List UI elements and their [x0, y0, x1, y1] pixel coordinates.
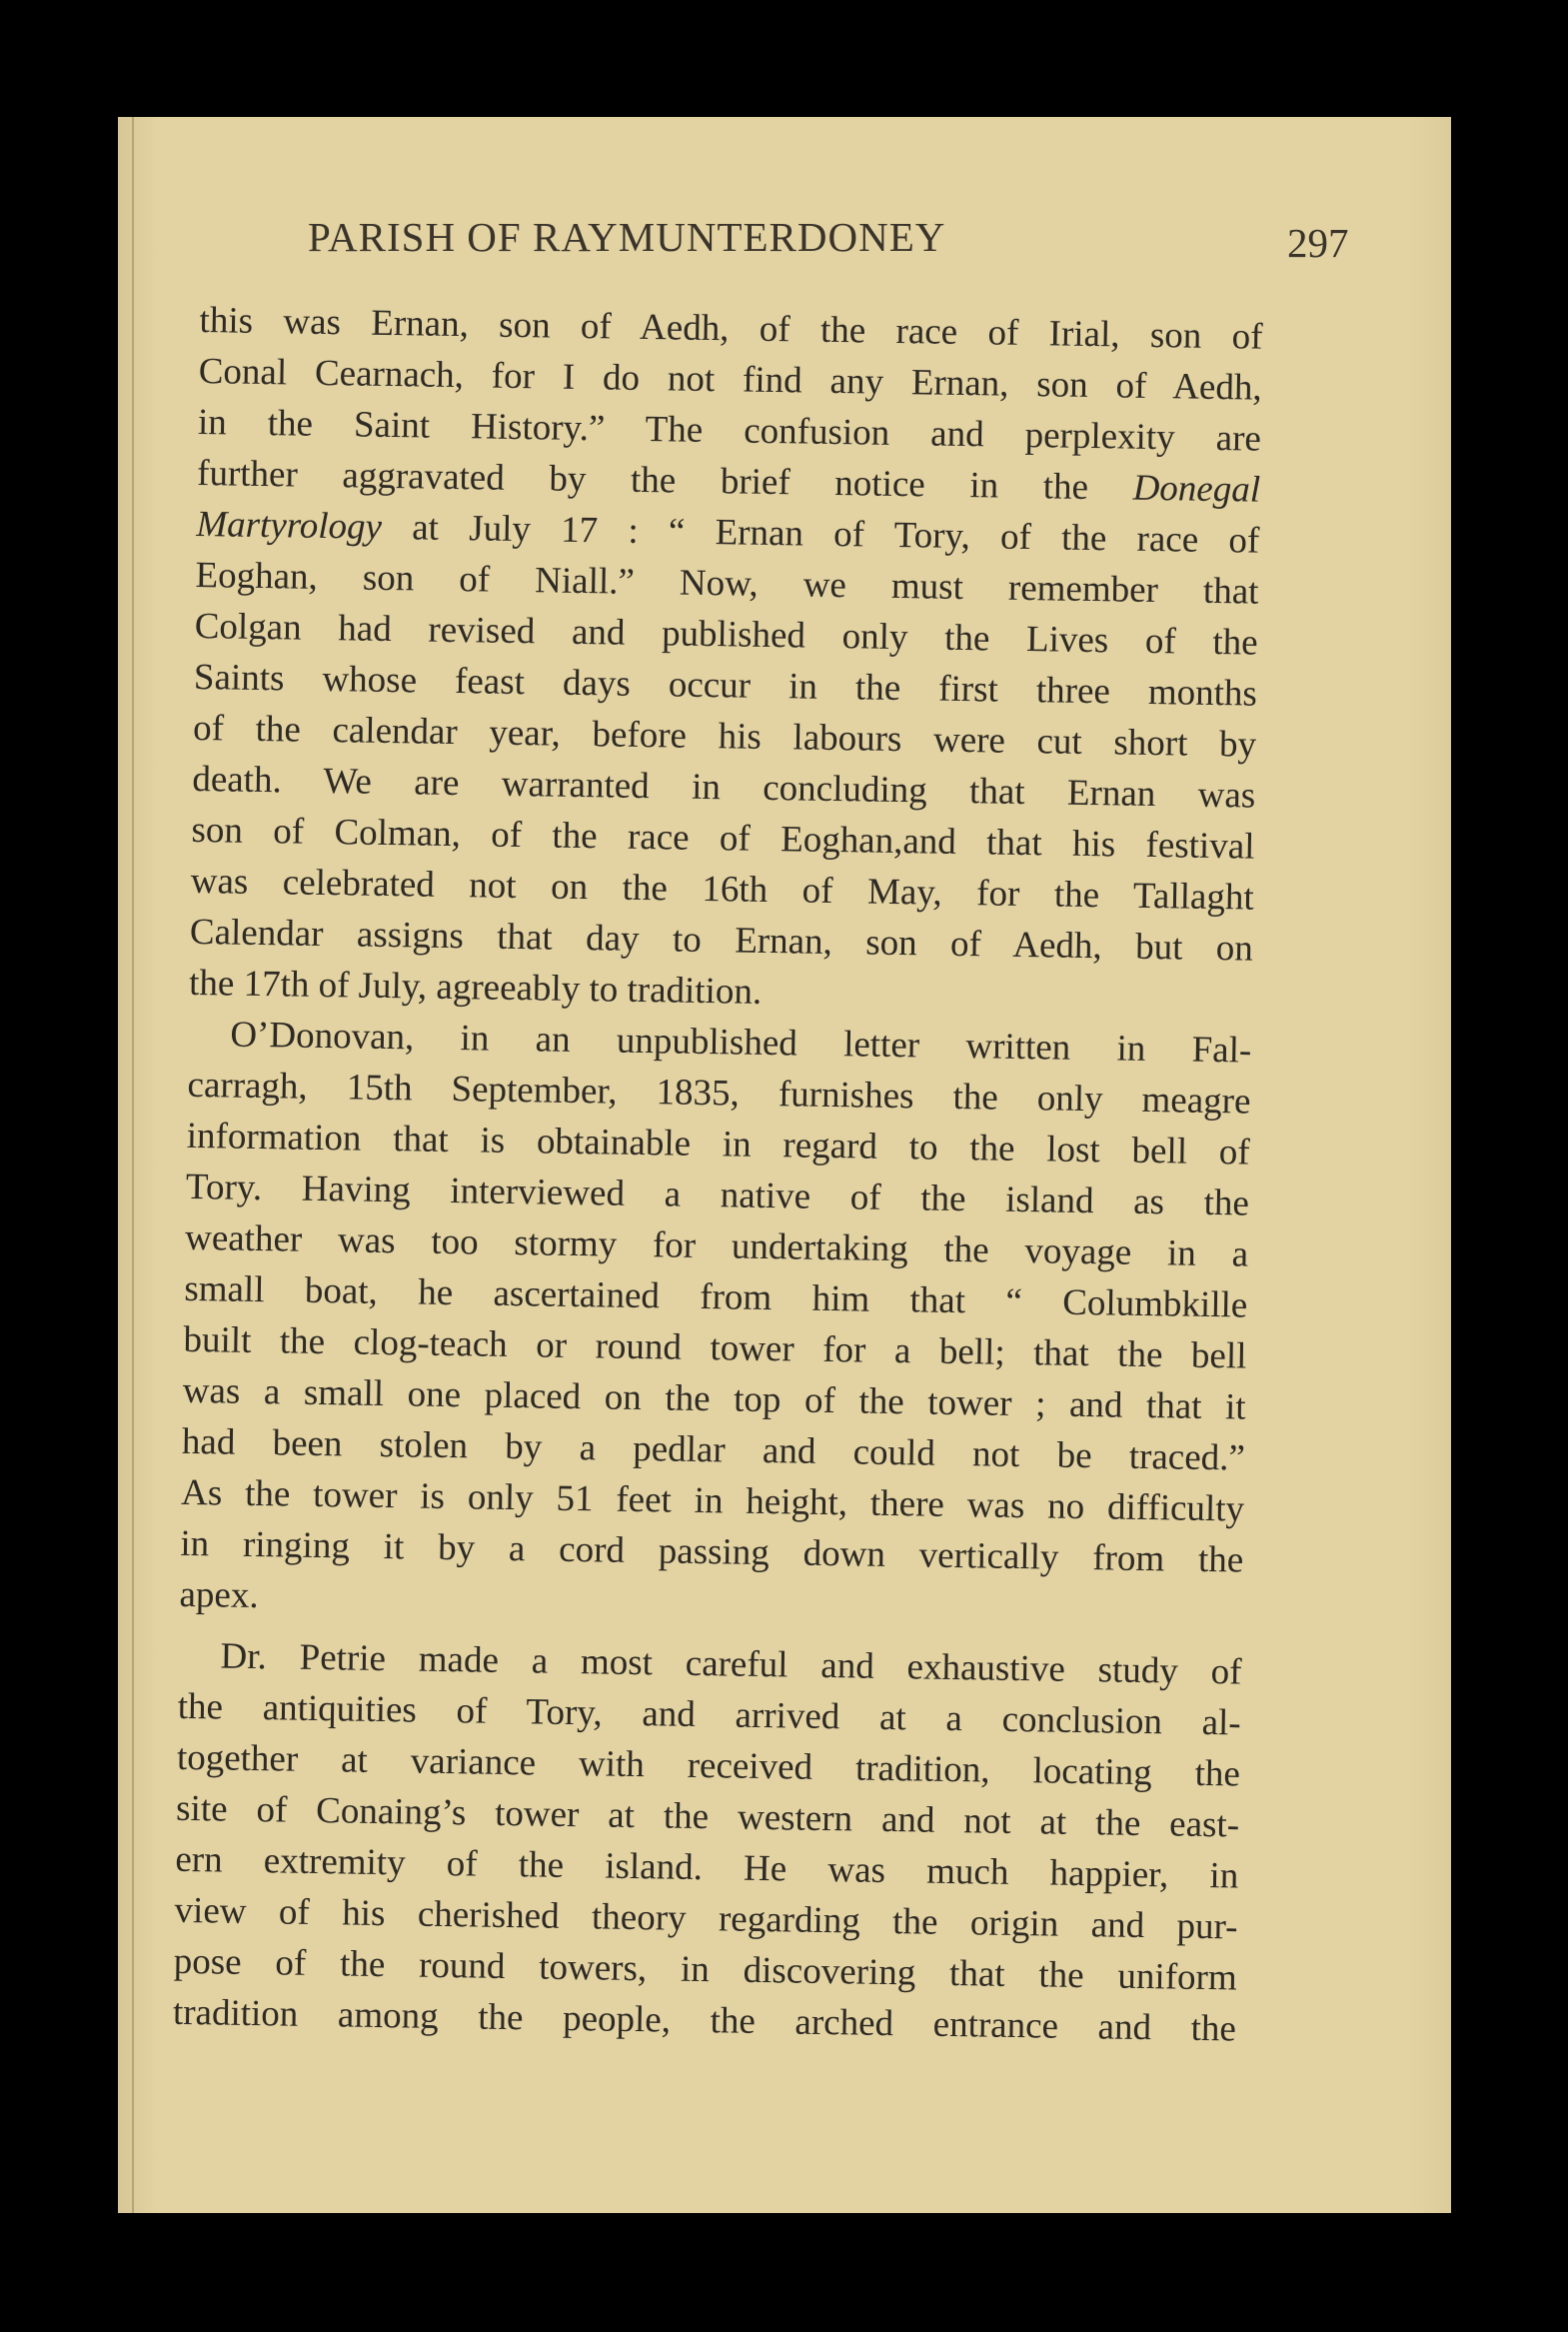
text-line: weather was too stormy for undertaking the voyage in a — [184, 1216, 1249, 1275]
page-number: 297 — [1287, 220, 1349, 266]
text-line: the 17th of July, agreeably to tradition. — [188, 962, 763, 1013]
text-line: together at variance with received tradition, locating the — [176, 1736, 1241, 1795]
italic-title: Martyrology — [196, 503, 383, 548]
text-line: further aggravated by the brief notice in the Donegal — [196, 452, 1261, 511]
text-line: information that is obtainable in regard to the lost bell of — [186, 1115, 1250, 1173]
text-line: this was Ernan, son of Aedh, of the race of Irial, son of — [199, 299, 1263, 358]
text-line: ern extremity of the island. He was much happier, in — [175, 1838, 1239, 1897]
text-line: was celebrated not on the 16th of May, for the Tallaght — [190, 860, 1254, 919]
paragraph-2 — [179, 1009, 1251, 1637]
text-line: Conal Cearnach, for I do not find any Ernan, son of Aedh, — [198, 350, 1262, 409]
text-line: Eoghan, son of Niall.” Now, we must remember that — [195, 554, 1259, 613]
book-page — [118, 117, 1451, 2213]
text-line: Calendar assigns that day to Ernan, son of Aedh, but on — [189, 911, 1254, 970]
text-line: pose of the round towers, in discovering that the uniform — [173, 1940, 1237, 1999]
text-line: Colgan had revised and published only the Lives of the — [194, 605, 1258, 664]
text-line: of the calendar year, before his labours were cut short by — [192, 707, 1257, 766]
text-line: was a small one placed on the top of the tower ; and that it — [182, 1369, 1246, 1428]
paragraph-1 — [189, 295, 1263, 1026]
text-line: in ringing it by a cord passing down vertically from the — [180, 1522, 1244, 1581]
running-head: PARISH OF RAYMUNTERDONEY — [308, 214, 946, 260]
text-line: O’Donovan, in an unpublished letter written in Fal- — [230, 1014, 1252, 1072]
text-line: had been stolen by a pedlar and could not be traced.” — [181, 1420, 1246, 1479]
text-line: site of Conaing’s tower at the western and not at the east- — [175, 1787, 1240, 1846]
text-line: small boat, he ascertained from him that “ Columbkille — [184, 1267, 1248, 1326]
text-line: the antiquities of Tory, and arrived at a conclusion al- — [177, 1685, 1242, 1744]
text-line: view of his cherished theory regarding the origin and pur- — [174, 1889, 1238, 1948]
paragraph-3 — [173, 1630, 1242, 2055]
page-header — [308, 213, 1407, 273]
body-text — [173, 295, 1263, 2054]
text-line: As the tower is only 51 feet in height, there was no difficulty — [180, 1471, 1245, 1530]
text-line: Martyrology at July 17 : “ Ernan of Tory, of the race of — [196, 503, 1260, 562]
text-line: built the clog-teach or round tower for a bell; that the bell — [183, 1318, 1247, 1377]
text-line: Tory. Having interviewed a native of the island as the — [185, 1166, 1250, 1224]
text-line: carragh, 15th September, 1835, furnishes the only meagre — [187, 1064, 1251, 1123]
text-line: son of Colman, of the race of Eoghan,and that his festival — [191, 809, 1255, 868]
text-line: tradition among the people, the arched entrance and the — [172, 1991, 1237, 2050]
page-edge — [132, 117, 134, 2213]
text-line: in the Saint History.” The confusion and perplexity are — [197, 401, 1262, 460]
text-line: Saints whose feast days occur in the first three months — [193, 656, 1258, 715]
text-line: death. We are warranted in concluding that Ernan was — [192, 758, 1256, 817]
text-line: apex. — [179, 1573, 259, 1617]
italic-title: Donegal — [1132, 467, 1261, 511]
text-line: Dr. Petrie made a most careful and exhaustive study of — [220, 1635, 1242, 1693]
